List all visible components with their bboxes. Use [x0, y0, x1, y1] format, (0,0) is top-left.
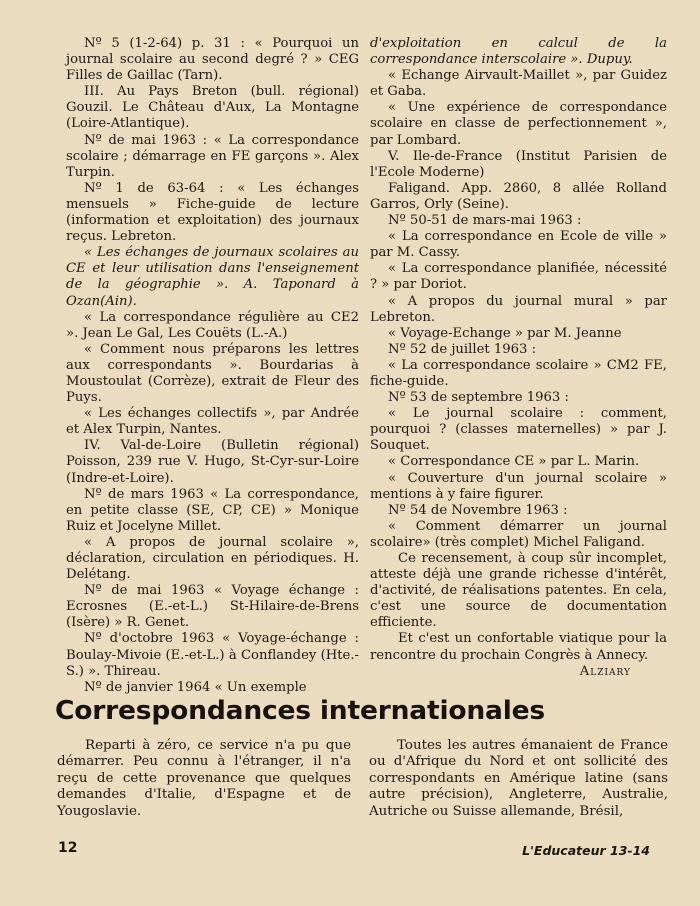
- bottom-right-column: [369, 738, 668, 820]
- paragraph: « La correspondance régulière au CE2 ». Jean Le Gal, Les Couëts (L.-A.): [66, 309, 359, 341]
- paragraph: Nº de mai 1963 « Voyage échange : Ecrosnes (E.-et-L.) St-Hilaire-de-Brens (Isère) » R. Genet.: [66, 583, 359, 631]
- paragraph: « La correspondance scolaire » CM2 FE, fiche-guide.: [370, 357, 667, 389]
- right-text-column: [370, 36, 667, 680]
- paragraph: d'exploitation en calcul de la correspondance interscolaire ». Dupuy.: [370, 36, 667, 68]
- paragraph: Nº 54 de Novembre 1963 :: [388, 502, 568, 518]
- left-text-column: [66, 36, 359, 696]
- paragraph: Nº 1 de 63-64 : « Les échanges mensuels » Fiche-guide de lecture (information et exploitation) des journaux reçus. Lebreton.: [66, 180, 359, 245]
- paragraph: « Comment nous préparons les lettres aux correspondants ». Bourdarias à Moustoulat (Corrèze), extrait de Fleur des Puys.: [66, 341, 359, 406]
- paragraph: « Comment démarrer un journal scolaire» (très complet) Michel Faligand.: [370, 518, 667, 550]
- paragraph: « Le journal scolaire : comment, pourquoi ? (classes maternelles) » par J. Souquet.: [370, 406, 667, 454]
- paragraph: Faligand. App. 2860, 8 allée Rolland Garros, Orly (Seine).: [370, 180, 667, 212]
- journal-reference: L'Educateur 13-14: [522, 843, 650, 858]
- paragraph: Et c'est un confortable viatique pour la rencontre du prochain Congrès à Annecy.: [370, 631, 667, 663]
- paragraph: « Les échanges collectifs », par Andrée et Alex Turpin, Nantes.: [66, 406, 359, 438]
- paragraph: Reparti à zéro, ce service n'a pu que démarrer. Peu connu à l'étranger, il n'a reçu de cette provenance que quelques demandes d'Italie, d'Espagne et de Yougoslavie.: [57, 738, 351, 819]
- paragraph: V. Ile-de-France (Institut Parisien de l'Ecole Moderne): [370, 148, 667, 180]
- paragraph: IV. Val-de-Loire (Bulletin régional) Poisson, 239 rue V. Hugo, St-Cyr-sur-Loire (Indre-et-Loire).: [66, 438, 359, 486]
- paragraph: Nº 52 de juillet 1963 :: [388, 341, 537, 357]
- paragraph: Nº 53 de septembre 1963 :: [388, 390, 569, 406]
- paragraph: Nº d'octobre 1963 « Voyage-échange : Boulay-Mivoie (E.-et-L.) à Conflandey (Hte.-S.) ». Thireau.: [66, 631, 359, 679]
- paragraph: « Une expérience de correspondance scolaire en classe de perfectionnement », par Lombard.: [370, 100, 667, 148]
- paragraph: Toutes les autres émanaient de France ou d'Afrique du Nord et ont sollicité des correspondants en Amérique latine (sans autre précision), Angleterre, Australie, Autriche ou Suisse allemande, Brésil,: [369, 738, 668, 819]
- page-number: 12: [58, 840, 78, 856]
- author-signature: Alziary: [579, 663, 631, 679]
- paragraph: « Les échanges de journaux scolaires au CE et leur utilisation dans l'enseignement de la géographie ». A. Taponard à Ozan(Ain).: [66, 245, 359, 309]
- paragraph: Nº 5 (1-2-64) p. 31 : « Pourquoi un journal scolaire au second degré ? » CEG Filles de Gaillac (Tarn).: [66, 36, 359, 84]
- paragraph: « La correspondance planifiée, nécessité ? » par Doriot.: [370, 261, 667, 293]
- paragraph: « A propos de journal scolaire », déclaration, circulation en périodiques. H. Delétang.: [66, 534, 359, 583]
- paragraph: Nº de mars 1963 « La correspondance, en petite classe (SE, CP, CE) » Monique Ruiz et Jocelyne Millet.: [66, 486, 359, 534]
- paragraph: « A propos du journal mural » par Lebreton.: [370, 293, 667, 325]
- paragraph: Nº de mai 1963 : « La correspondance scolaire ; démarrage en FE garçons ». Alex Turpin.: [66, 132, 359, 180]
- paragraph: « Voyage-Echange » par M. Jeanne: [388, 325, 622, 341]
- paragraph: Ce recensement, à coup sûr incomplet, atteste déjà une grande richesse d'intérêt, d'activité, de réalisations patentes. En cela, c'est une source de documentation efficiente.: [370, 551, 667, 631]
- paragraph: « La correspondance en Ecole de ville » par M. Cassy.: [370, 229, 667, 261]
- bottom-left-column: [57, 738, 351, 820]
- paragraph: III. Au Pays Breton (bull. régional) Gouzil. Le Château d'Aux, La Montagne (Loire-Atlantique).: [66, 84, 359, 132]
- section-heading: Correspondances internationales: [55, 696, 545, 726]
- paragraph: « Couverture d'un journal scolaire » mentions à y faire figurer.: [370, 470, 667, 502]
- paragraph: « Echange Airvault-Maillet », par Guidez et Gaba.: [370, 68, 667, 100]
- paragraph: Nº de janvier 1964 « Un exemple: [84, 679, 307, 695]
- paragraph: Nº 50-51 de mars-mai 1963 :: [388, 213, 582, 229]
- paragraph: « Correspondance CE » par L. Marin.: [388, 454, 640, 470]
